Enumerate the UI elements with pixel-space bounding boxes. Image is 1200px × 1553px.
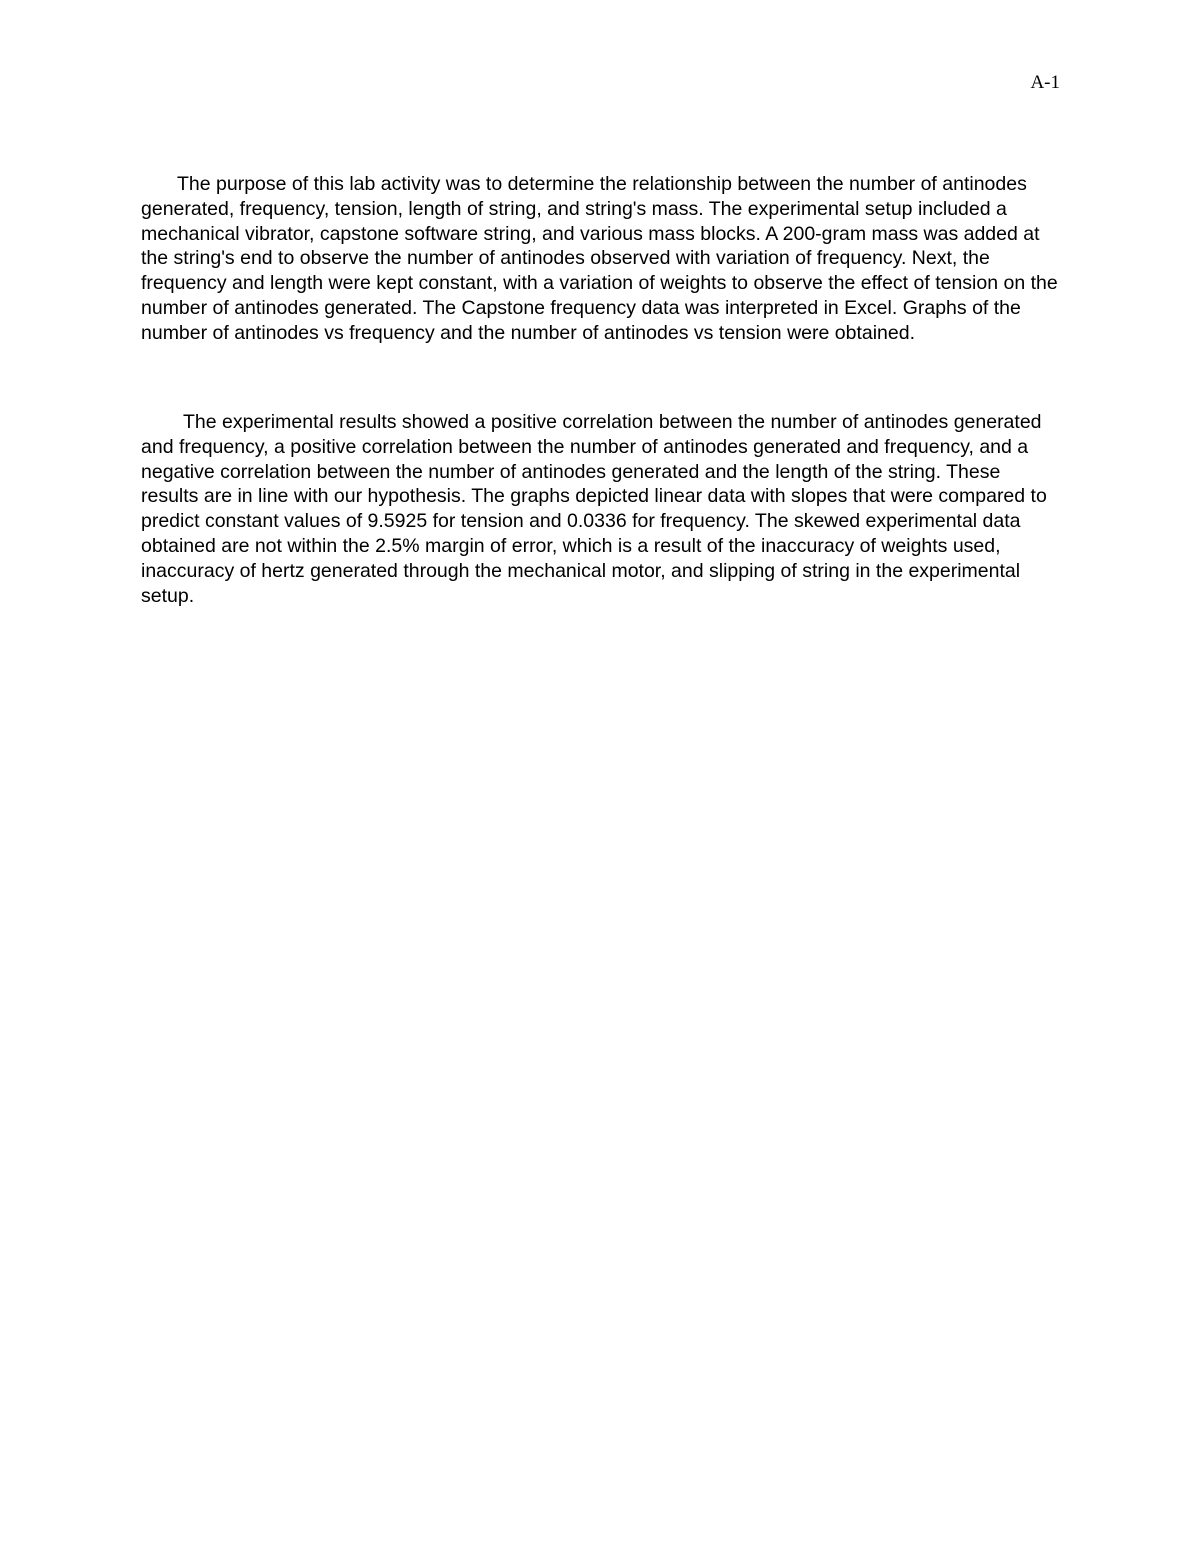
paragraph-purpose: The purpose of this lab activity was to determine the relationship between the number of antinodes generated, frequency, tension, length of string, and string's mass. The experimental setup included a mechanical vibrator, capstone software string, and various mass blocks. A 200-gram mass was added at the string's end to observe the number of antinodes observed with variation of frequency. Next, the frequency and length were kept constant, with a variation of weights to observe the effect of tension on the number of antinodes generated. The Capstone frequency data was interpreted in Excel. Graphs of the number of antinodes vs frequency and the number of antinodes vs tension were obtained. [141,173,1058,344]
page-number: A-1 [1030,72,1060,93]
paragraph-results: The experimental results showed a positive correlation between the number of antinodes generated and frequency, a positive correlation between the number of antinodes generated and frequency, and a negative correlation between the number of antinodes generated and the length of the string. These results are in line with our hypothesis. The graphs depicted linear data with slopes that were compared to predict constant values of 9.5925 for tension and 0.0336 for frequency. The skewed experimental data obtained are not within the 2.5% margin of error, which is a result of the inaccuracy of weights used, inaccuracy of hertz generated through the mechanical motor, and slipping of string in the experimental setup. [141,411,1047,607]
